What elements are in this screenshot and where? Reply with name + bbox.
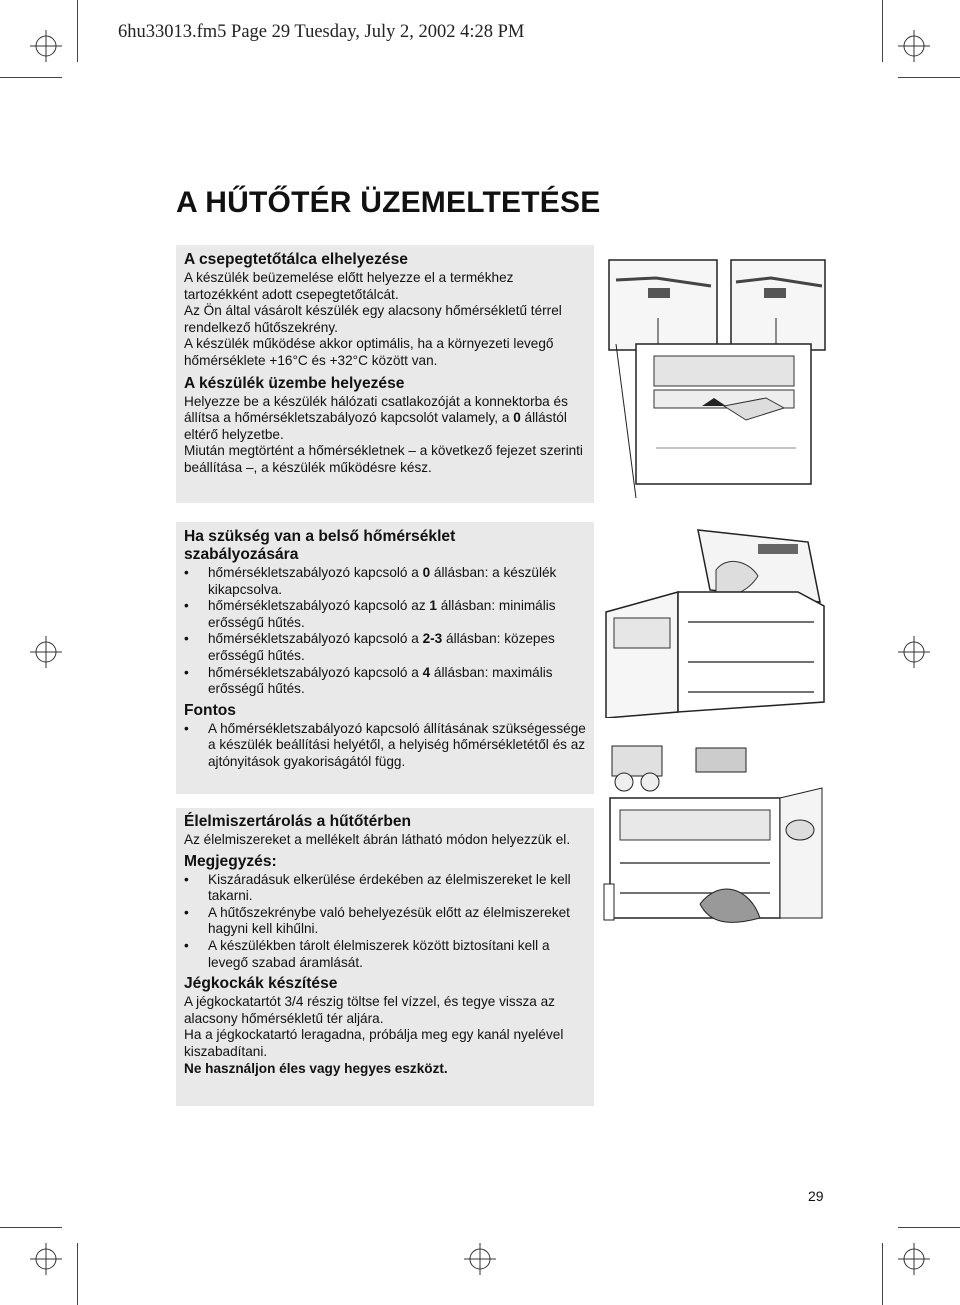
crop-mark [898, 1227, 960, 1228]
registration-mark-icon [898, 636, 930, 668]
registration-mark-icon [30, 1243, 62, 1275]
note-list [184, 872, 586, 972]
food-storage-section [184, 813, 586, 1077]
paragraph: A jégkockatartót 3/4 részig töltse fel vízzel, és tegye vissza az alacsony hőmérsékletű tér aljára. [184, 994, 555, 1026]
paragraph: Miután megtörtént a hőmérsékletnek – a következő fejezet szerinti beállítása –, a készülék működésre kész. [184, 443, 583, 475]
crop-mark [898, 77, 960, 78]
registration-mark-icon [898, 1243, 930, 1275]
crop-mark [77, 1243, 78, 1305]
print-header: 6hu33013.fm5 Page 29 Tuesday, July 2, 2002 4:28 PM [118, 22, 525, 42]
crop-mark [0, 1227, 62, 1228]
page-number: 29 [808, 1188, 824, 1204]
registration-mark-icon [30, 30, 62, 62]
list-item: • hőmérsékletszabályozó kapcsoló a 2-3 állásban: közepes erősségű hűtés. [184, 631, 586, 664]
crop-mark [882, 0, 883, 62]
list-item: • A hőmérsékletszabályozó kapcsoló állításának szükségessége a készülék beállítási helyétől, a helyiség hőmérsékletétől és az ajtónyitások gyakoriságától függ. [184, 721, 586, 771]
food-storage-illustration [600, 728, 832, 934]
section-heading: A készülék üzembe helyezése [184, 374, 405, 392]
paragraph: Ne használjon éles vagy hegyes eszközt. [184, 1060, 448, 1076]
thermostat-illustration [598, 522, 830, 718]
drip-tray-section [184, 251, 586, 477]
crop-mark [77, 0, 78, 62]
section-heading: Fontos [184, 701, 236, 719]
section-heading: Élelmiszertárolás a hűtőtérben [184, 813, 412, 830]
section-heading: Megjegyzés: [184, 852, 277, 870]
paragraph: Az Ön által vásárolt készülék egy alacsony hőmérsékletű térrel rendelkező hűtőszekrény. [184, 303, 562, 335]
crop-mark [882, 1243, 883, 1305]
list-item: • A hűtőszekrénybe való behelyezésük előtt az élelmiszereket hagyni kell kihűlni. [184, 905, 586, 938]
paragraph: Az élelmiszereket a mellékelt ábrán látható módon helyezzük el. [184, 832, 571, 847]
list-item: • A készülékben tárolt élelmiszerek között biztosítani kell a levegő szabad áramlását. [184, 938, 586, 971]
note-list [184, 721, 586, 771]
crop-mark [0, 77, 62, 78]
registration-mark-icon [898, 30, 930, 62]
paragraph: Ha a jégkockatartó leragadna, próbálja meg egy kanál nyelével kiszabadítani. [184, 1027, 564, 1059]
page-title: A HŰTŐTÉR ÜZEMELTETÉSE [176, 186, 601, 219]
section-heading: A csepegtetőtálca elhelyezése [184, 251, 408, 268]
temperature-section [184, 528, 586, 771]
paragraph: A készülék működése akkor optimális, ha a környezeti levegő hőmérséklete +16°C és +32°C között van. [184, 336, 554, 368]
list-item: • Kiszáradásuk elkerülése érdekében az élelmiszereket le kell takarni. [184, 872, 586, 905]
list-item: • hőmérsékletszabályozó kapcsoló a 0 állásban: a készülék kikapcsolva. [184, 565, 586, 598]
paragraph: A készülék beüzemelése előtt helyezze el a termékhez tartozékként adott csepegtetőtálcát. [184, 270, 514, 302]
list-item: • hőmérsékletszabályozó kapcsoló a 4 állásban: maximális erősségű hűtés. [184, 665, 586, 698]
paragraph: Helyezze be a készülék hálózati csatlakozóját a konnektorba és állítsa a hőmérsékletszabályozó kapcsolót valamely, a 0 állástól eltérő helyzetbe. [184, 393, 568, 442]
section-heading: Jégkockák készítése [184, 975, 338, 993]
section-heading: Ha szükség van a belső hőmérséklet szabályozására [184, 528, 456, 563]
drip-tray-illustration [596, 248, 832, 506]
setting-list [184, 565, 586, 698]
list-item: • hőmérsékletszabályozó kapcsoló az 1 állásban: minimális erősségű hűtés. [184, 598, 586, 631]
registration-mark-icon [464, 1243, 496, 1275]
registration-mark-icon [30, 636, 62, 668]
